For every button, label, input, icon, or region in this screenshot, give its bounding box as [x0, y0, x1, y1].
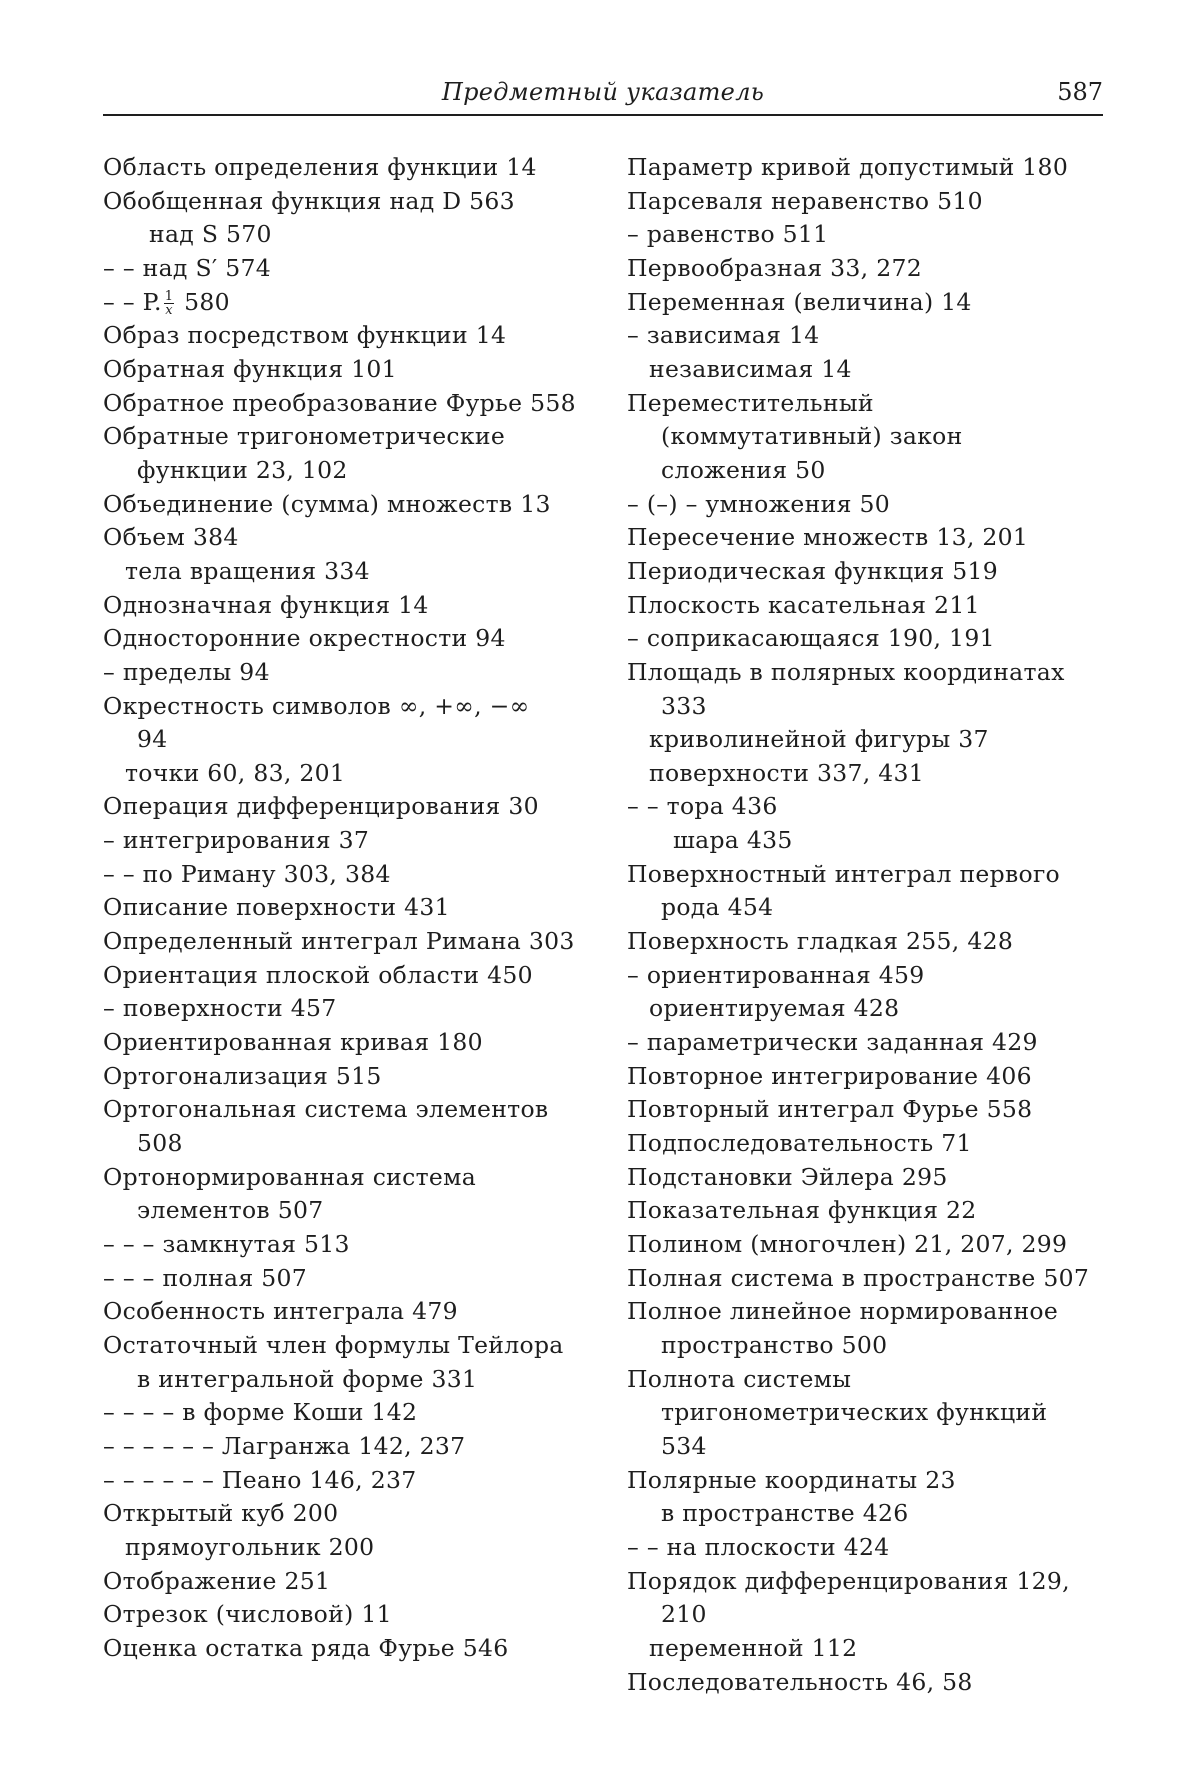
index-entry: [627, 959, 1127, 993]
index-entry: [627, 1329, 1127, 1363]
index-entry-text: Полярные координаты 23: [627, 1465, 956, 1494]
index-entry-text: в пространстве 426: [661, 1499, 909, 1528]
index-entry-text: 94: [137, 725, 168, 754]
index-entry-text: – – – – – – Лагранжа 142, 237: [103, 1431, 466, 1460]
index-entry-text: Параметр кривой допустимый 180: [627, 153, 1069, 181]
index-entry-text: Полная система в пространстве 507: [627, 1263, 1090, 1292]
index-entry: [103, 1262, 603, 1296]
index-entry: [627, 1093, 1127, 1127]
index-entry: [103, 185, 603, 219]
index-entry: [103, 723, 603, 757]
index-entry-text: над S 570: [149, 220, 272, 249]
index-entry-text: 534: [661, 1431, 707, 1460]
index-entry: [103, 353, 603, 387]
index-entry: [103, 1026, 603, 1060]
index-entry: [627, 1127, 1127, 1161]
index-entry-text: Оценка остатка ряда Фурье 546: [103, 1633, 509, 1662]
index-entry-text: Показательная функция 22: [627, 1196, 977, 1225]
index-entry: [103, 656, 603, 690]
index-entry: [627, 589, 1127, 623]
index-entry: [627, 622, 1127, 656]
index-entry-text: Подпоследовательность 71: [627, 1129, 972, 1158]
index-entry-text: Полное линейное нормированное: [627, 1297, 1059, 1326]
index-entry-text: (коммутативный) закон: [661, 422, 963, 451]
index-entry: [103, 757, 603, 791]
index-entry-text: – зависимая 14: [627, 321, 820, 350]
page-header: [103, 78, 1103, 116]
index-entry: [103, 959, 603, 993]
fraction-denominator: x: [165, 302, 173, 318]
index-entry: [103, 858, 603, 892]
index-entry: [103, 151, 603, 185]
index-entry-text: – – – полная 507: [103, 1263, 308, 1292]
index-entry-text: Обратная функция 101: [103, 354, 397, 383]
index-entry-text: – – – – в форме Коши 142: [103, 1398, 418, 1427]
index-entry-text: Образ посредством функции 14: [103, 321, 507, 350]
index-entry-text: Повторное интегрирование 406: [627, 1061, 1032, 1090]
index-entry-text: в интегральной форме 331: [137, 1364, 478, 1393]
index-entry-text: Объединение (сумма) множеств 13: [103, 489, 551, 518]
index-entry-text: шара 435: [673, 826, 793, 855]
index-entry: [627, 723, 1127, 757]
index-entry: [103, 286, 603, 320]
index-entry: [627, 151, 1127, 185]
index-entry-text: криволинейной фигуры 37: [649, 725, 989, 754]
index-entry: [103, 1093, 603, 1127]
index-entry: [103, 252, 603, 286]
index-entry: [627, 1228, 1127, 1262]
index-entry: [103, 891, 603, 925]
index-entry-text: Порядок дифференцирования 129,: [627, 1566, 1070, 1595]
index-entry-text: рода 454: [661, 893, 774, 922]
index-entry: [627, 252, 1127, 286]
index-entry-text: Описание поверхности 431: [103, 893, 450, 922]
index-entry: [103, 1295, 603, 1329]
index-entry-text: 508: [137, 1129, 183, 1158]
index-entry: [627, 185, 1127, 219]
index-entry: [627, 454, 1127, 488]
index-entry-text: независимая 14: [649, 354, 852, 383]
index-entry: [103, 1228, 603, 1262]
index-entry-text: Полином (многочлен) 21, 207, 299: [627, 1230, 1068, 1258]
index-entry: [103, 622, 603, 656]
index-entry-text: Повторный интеграл Фурье 558: [627, 1095, 1033, 1124]
index-entry: [103, 1632, 603, 1666]
index-entry-text: Парсеваля неравенство 510: [627, 186, 983, 215]
index-entry: [103, 790, 603, 824]
index-entry: [627, 488, 1127, 522]
index-entry: [627, 1295, 1127, 1329]
index-entry-text: Открытый куб 200: [103, 1499, 339, 1528]
index-entry-text: – (–) – умножения 50: [627, 489, 890, 518]
index-entry: [103, 387, 603, 421]
index-entry-text: Однозначная функция 14: [103, 590, 429, 619]
index-entry-text: Площадь в полярных координатах: [627, 657, 1065, 686]
index-entry: [103, 1531, 603, 1565]
index-entry-text: тригонометрических функций: [661, 1398, 1048, 1427]
index-entry: [627, 218, 1127, 252]
index-entry: [103, 1060, 603, 1094]
index-column-right: [627, 151, 1127, 1699]
index-entry-text: Область определения функции 14: [103, 153, 537, 181]
index-entry-text: Плоскость касательная 211: [627, 590, 980, 619]
index-entry-text: Обратные тригонометрические: [103, 422, 506, 451]
index-entry: [103, 218, 603, 252]
index-entry-text: ориентируемая 428: [649, 994, 900, 1023]
index-entry-text: Определенный интеграл Римана 303: [103, 927, 575, 956]
index-entry: [627, 353, 1127, 387]
index-entry-text: – соприкасающаяся 190, 191: [627, 624, 995, 653]
index-entry-text: Ортогонализация 515: [103, 1061, 382, 1090]
index-entry-text: 210: [661, 1600, 707, 1629]
page-number: 587: [1057, 78, 1103, 106]
index-entry: [627, 1060, 1127, 1094]
index-entry: [103, 1329, 603, 1363]
index-entry: [627, 690, 1127, 724]
index-entry: [627, 286, 1127, 320]
index-entry: [627, 891, 1127, 925]
index-entry-text: – – над S′ 574: [103, 253, 272, 282]
index-entry: [627, 420, 1127, 454]
index-entry: [103, 1127, 603, 1161]
index-entry: [627, 1161, 1127, 1195]
index-entry-text: – – по Риману 303, 384: [103, 859, 391, 888]
index-entry: [627, 1565, 1127, 1599]
index-entry-text: сложения 50: [661, 455, 826, 484]
index-entry-text: Переместительный: [627, 388, 874, 417]
index-entry-text: Остаточный член формулы Тейлора: [103, 1330, 564, 1359]
index-entry: [627, 1430, 1127, 1464]
index-entry-text: пространство 500: [661, 1330, 888, 1359]
index-entry-text: – пределы 94: [103, 657, 270, 686]
index-entry: [103, 824, 603, 858]
index-entry: [627, 319, 1127, 353]
index-entry: [103, 319, 603, 353]
index-entry: [627, 555, 1127, 589]
index-entry: [627, 1497, 1127, 1531]
index-entry-text: – параметрически заданная 429: [627, 1028, 1038, 1057]
index-entry-text: Односторонние окрестности 94: [103, 624, 506, 653]
index-entry: [103, 1363, 603, 1397]
index-entry-text: Периодическая функция 519: [627, 556, 998, 585]
index-entry: [627, 1666, 1127, 1700]
index-entry: [627, 1396, 1127, 1430]
index-entry-text: Ориентация плоской области 450: [103, 960, 533, 989]
index-entry-text: – ориентированная 459: [627, 960, 925, 989]
index-entry: [103, 1598, 603, 1632]
index-entry: [627, 757, 1127, 791]
index-entry: [627, 1194, 1127, 1228]
index-entry-text: точки 60, 83, 201: [125, 758, 346, 787]
index-entry: [103, 555, 603, 589]
index-entry: [627, 1262, 1127, 1296]
index-entry-text: элементов 507: [137, 1196, 324, 1225]
index-entry: [103, 1565, 603, 1599]
index-entry-text: прямоугольник 200: [125, 1532, 375, 1561]
index-entry: [103, 1430, 603, 1464]
index-column-left: [103, 151, 603, 1666]
index-entry: [627, 858, 1127, 892]
index-entry: [103, 420, 603, 454]
index-entry-text: – равенство 511: [627, 220, 829, 249]
index-entry-text: Первообразная 33, 272: [627, 253, 922, 282]
index-entry: [627, 1026, 1127, 1060]
index-entry-text: – – – – – – Пеано 146, 237: [103, 1465, 417, 1494]
index-entry: [103, 925, 603, 959]
index-entry-text: Обобщенная функция над D 563: [103, 186, 515, 215]
index-entry-text: Полнота системы: [627, 1364, 852, 1393]
index-entry-text: переменной 112: [649, 1633, 858, 1662]
index-entry-text: 333: [661, 691, 707, 720]
index-entry: [103, 1464, 603, 1498]
index-entry-text: Поверхностный интеграл первого: [627, 859, 1060, 888]
index-entry-text: Ортогональная система элементов: [103, 1095, 549, 1124]
index-entry: [103, 690, 603, 724]
index-entry: [627, 1598, 1127, 1632]
running-title: Предметный указатель: [441, 78, 765, 106]
index-entry: [103, 589, 603, 623]
index-entry-text: Отображение 251: [103, 1566, 331, 1595]
index-entry: [627, 521, 1127, 555]
index-entry-text: Ориентированная кривая 180: [103, 1028, 483, 1057]
index-entry-text: Объем 384: [103, 523, 239, 552]
fraction-numerator: 1: [164, 288, 174, 304]
index-entry-text: – – тора 436: [627, 792, 778, 821]
index-entry: [103, 454, 603, 488]
index-entry: [627, 790, 1127, 824]
index-entry-text: Операция дифференцирования 30: [103, 792, 539, 821]
index-entry-text: Окрестность символов ∞, +∞, −∞: [103, 691, 530, 720]
index-entry-text: Пересечение множеств 13, 201: [627, 523, 1029, 552]
index-entry-text: Отрезок (числовой) 11: [103, 1600, 392, 1629]
index-entry-text: Поверхность гладкая 255, 428: [627, 927, 1014, 956]
index-entry-text: тела вращения 334: [125, 556, 370, 585]
index-entry-text: Подстановки Эйлера 295: [627, 1162, 948, 1191]
index-entry-text: – – на плоскости 424: [627, 1532, 890, 1561]
index-entry: [627, 387, 1127, 421]
index-entry: [627, 824, 1127, 858]
index-entry-text: – – P.: [103, 287, 162, 316]
index-entry-text: Особенность интеграла 479: [103, 1297, 458, 1326]
index-entry-text: поверхности 337, 431: [649, 758, 924, 787]
index-entry: [627, 1632, 1127, 1666]
index-entry-text: Обратное преобразование Фурье 558: [103, 388, 576, 417]
index-entry: [103, 488, 603, 522]
index-entry-text: – интегрирования 37: [103, 826, 370, 855]
index-entry: [103, 1161, 603, 1195]
index-entry: [627, 656, 1127, 690]
index-entry-text: Ортонормированная система: [103, 1162, 477, 1191]
index-entry: [103, 521, 603, 555]
index-entry-text: Переменная (величина) 14: [627, 287, 972, 316]
index-entry: [103, 1194, 603, 1228]
index-entry: [627, 1531, 1127, 1565]
index-entry: [103, 1497, 603, 1531]
index-entry: [627, 925, 1127, 959]
index-entry-text: – поверхности 457: [103, 994, 337, 1023]
index-entry: [103, 1396, 603, 1430]
index-entry-text: – – – замкнутая 513: [103, 1230, 350, 1258]
index-entry: [103, 992, 603, 1026]
index-entry: [627, 1464, 1127, 1498]
index-entry-text: Последовательность 46, 58: [627, 1667, 973, 1696]
fraction: [164, 290, 175, 317]
index-entry-text: функции 23, 102: [137, 455, 348, 484]
index-entry: [627, 992, 1127, 1026]
index-entry: [627, 1363, 1127, 1397]
index-entry-page: 580: [176, 287, 230, 316]
